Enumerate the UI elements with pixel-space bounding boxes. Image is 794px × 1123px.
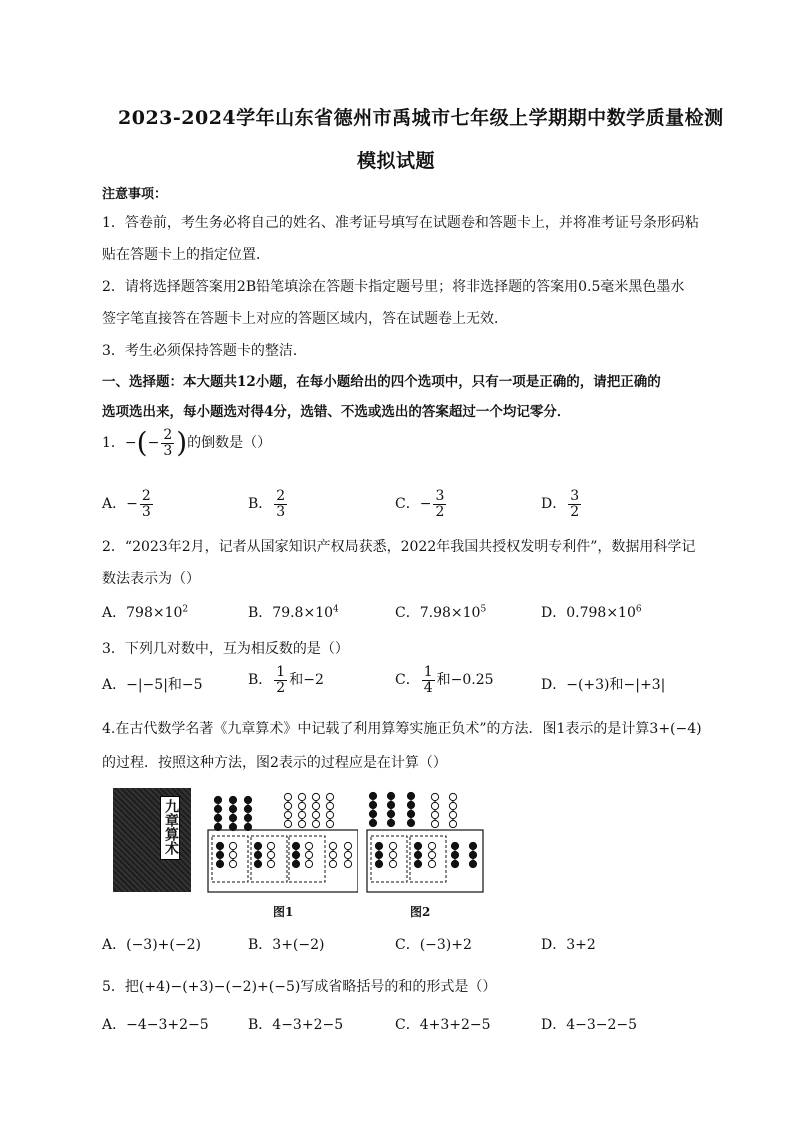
fig2-board-rod [451, 842, 458, 868]
q4-option-b[interactable]: B．3+(−2) [248, 937, 325, 953]
q4-option-c[interactable]: C．(−3)+2 [395, 937, 472, 953]
q3-option-a[interactable]: A．−|−5|和−5 [102, 677, 203, 693]
q3-option-b[interactable]: B． $\frac{1}{2}$ 和−2 [248, 664, 324, 696]
figure-1-label: 图1 [273, 905, 294, 919]
q2-line-a: 2．“2023年2月，记者从国家知识产权局获悉，2022年我国共授权发明专利件”，数据用科学记 [102, 539, 696, 555]
fig1-top-hollow-rod [284, 793, 291, 828]
q1-prefix: 1．− [102, 435, 137, 452]
fig1-board-rod [292, 842, 299, 868]
book-title-label [160, 796, 180, 860]
notice-item1-a: 1．答卷前，考生务必将自己的姓名、准考证号填写在试题卷和答题卡上，并将准考证号条形码粘 [102, 215, 699, 231]
q3-stem: 3．下列几对数中，互为相反数的是（） [102, 641, 349, 657]
section1-line-b: 选项选出来，每小题选对得4分，选错、不选或选出的答案超过一个均记零分． [102, 404, 571, 420]
fig1-top-filled-rod [244, 796, 251, 831]
book-title: 九章算术 [163, 799, 179, 855]
fig1-board-rod [216, 842, 223, 868]
notice-item3: 3．考生必须保持答题卡的整洁． [102, 343, 307, 359]
q1-option-d[interactable]: D． $\frac{3}{2}$ [541, 488, 580, 520]
fig2-top-hollow-rod [431, 793, 438, 828]
fig2-top-hollow-rod [449, 793, 456, 828]
q1-frac-sign: − [147, 435, 160, 452]
q1-option-c[interactable]: C．− $\frac{3}{2}$ [395, 488, 445, 520]
notice-heading: 注意事项： [102, 187, 168, 202]
q5-option-c[interactable]: C．4+3+2−5 [395, 1017, 491, 1033]
notice-item2-b: 签字笔直接答在答题卡上对应的答题区域内，答在试题卷上无效． [102, 311, 508, 327]
fig2-top-filled-rod [387, 792, 394, 827]
q1-suffix: 的倒数是（） [187, 435, 272, 452]
fig1-top-filled-rod [214, 796, 221, 831]
fig1-top-hollow-rod [312, 793, 319, 828]
fig1-top-hollow-rod [326, 793, 333, 828]
fig1-rods-top [214, 793, 333, 831]
fig1-board-rod [329, 842, 336, 868]
fig2-top-filled-rod [407, 792, 414, 827]
q4-line-b: 的过程．按照这种方法，图2表示的过程应是在计算（） [102, 755, 447, 771]
q1-option-b[interactable]: B． $\frac{2}{3}$ [248, 488, 286, 520]
q5-option-d[interactable]: D．4−3−2−5 [541, 1017, 638, 1033]
fig1-board-rod [305, 842, 312, 868]
fig1-board-rod [344, 842, 351, 868]
q3-option-c[interactable]: C． $\frac{1}{4}$ 和−0.25 [395, 664, 494, 696]
q5-stem: 5．把(+4)−(+3)−(−2)+(−5)写成省略括号的和的形式是（） [102, 979, 497, 995]
q2-option-b[interactable]: B．$79.8\times 10^4$ [248, 604, 339, 621]
q1-fraction [161, 428, 174, 458]
q2-option-c[interactable]: C．$7.98\times 10^5$ [395, 604, 487, 621]
figure-2-counting-rods [363, 788, 488, 898]
notice-item1-b: 贴在答题卡上的指定位置． [102, 247, 270, 263]
figure-2-label: 图2 [410, 905, 431, 919]
q5-option-a[interactable]: A．−4−3+2−5 [102, 1017, 209, 1033]
fig2-board-rod [414, 842, 421, 868]
fig1-board-rod [267, 842, 274, 868]
q2-line-b: 数法表示为（） [102, 571, 200, 587]
q5-option-b[interactable]: B．4−3+2−5 [248, 1017, 344, 1033]
notice-item2-a: 2．请将选择题答案用2B铅笔填涂在答题卡指定题号里；将非选择题的答案用0.5毫米黑色墨水 [102, 279, 685, 295]
fig2-board [367, 830, 483, 892]
fig1-top-filled-rod [229, 796, 236, 831]
q3-option-d[interactable]: D．−(+3)和−|+3| [541, 677, 666, 693]
q1-option-a[interactable]: A．− $\frac{2}{3}$ [102, 488, 151, 520]
q4-option-d[interactable]: D．3+2 [541, 937, 596, 953]
fig2-board-rod [375, 842, 382, 868]
fig2-top-filled-rod [369, 792, 376, 827]
section1-line-a: 一、选择题：本大题共12小题，在每小题给出的四个选项中，只有一项是正确的，请把正确的 [102, 374, 661, 390]
page-title-line1: 2023-2024学年山东省德州市禹城市七年级上学期期中数学质量检测 [118, 107, 724, 129]
fig2-board-rod [428, 842, 435, 868]
q1-den: 3 [163, 442, 173, 459]
q4-line-a: 4.在古代数学名著《九章算术》中记载了利用算筹实施正负术”的方法．图1表示的是计算3+(−4) [102, 721, 702, 737]
page-title-line2: 模拟试题 [357, 150, 436, 172]
fig2-board-rod [469, 842, 476, 868]
q2-option-a[interactable]: A．$798\times 10^2$ [102, 604, 189, 621]
fig1-board-rod [229, 842, 236, 868]
q1-num: 2 [163, 427, 173, 443]
fig1-top-hollow-rod [298, 793, 305, 828]
fig2-board-rod [389, 842, 396, 868]
q1-stem: 1．−(− $\frac{2}{3}$ )的倒数是（） [102, 426, 272, 460]
book-cover-image [113, 788, 191, 892]
figure-1-counting-rods [203, 788, 358, 898]
q2-option-d[interactable]: D．$0.798\times 10^6$ [541, 604, 642, 621]
fig1-board-rod [254, 842, 261, 868]
q4-option-a[interactable]: A．(−3)+(−2) [102, 937, 201, 953]
